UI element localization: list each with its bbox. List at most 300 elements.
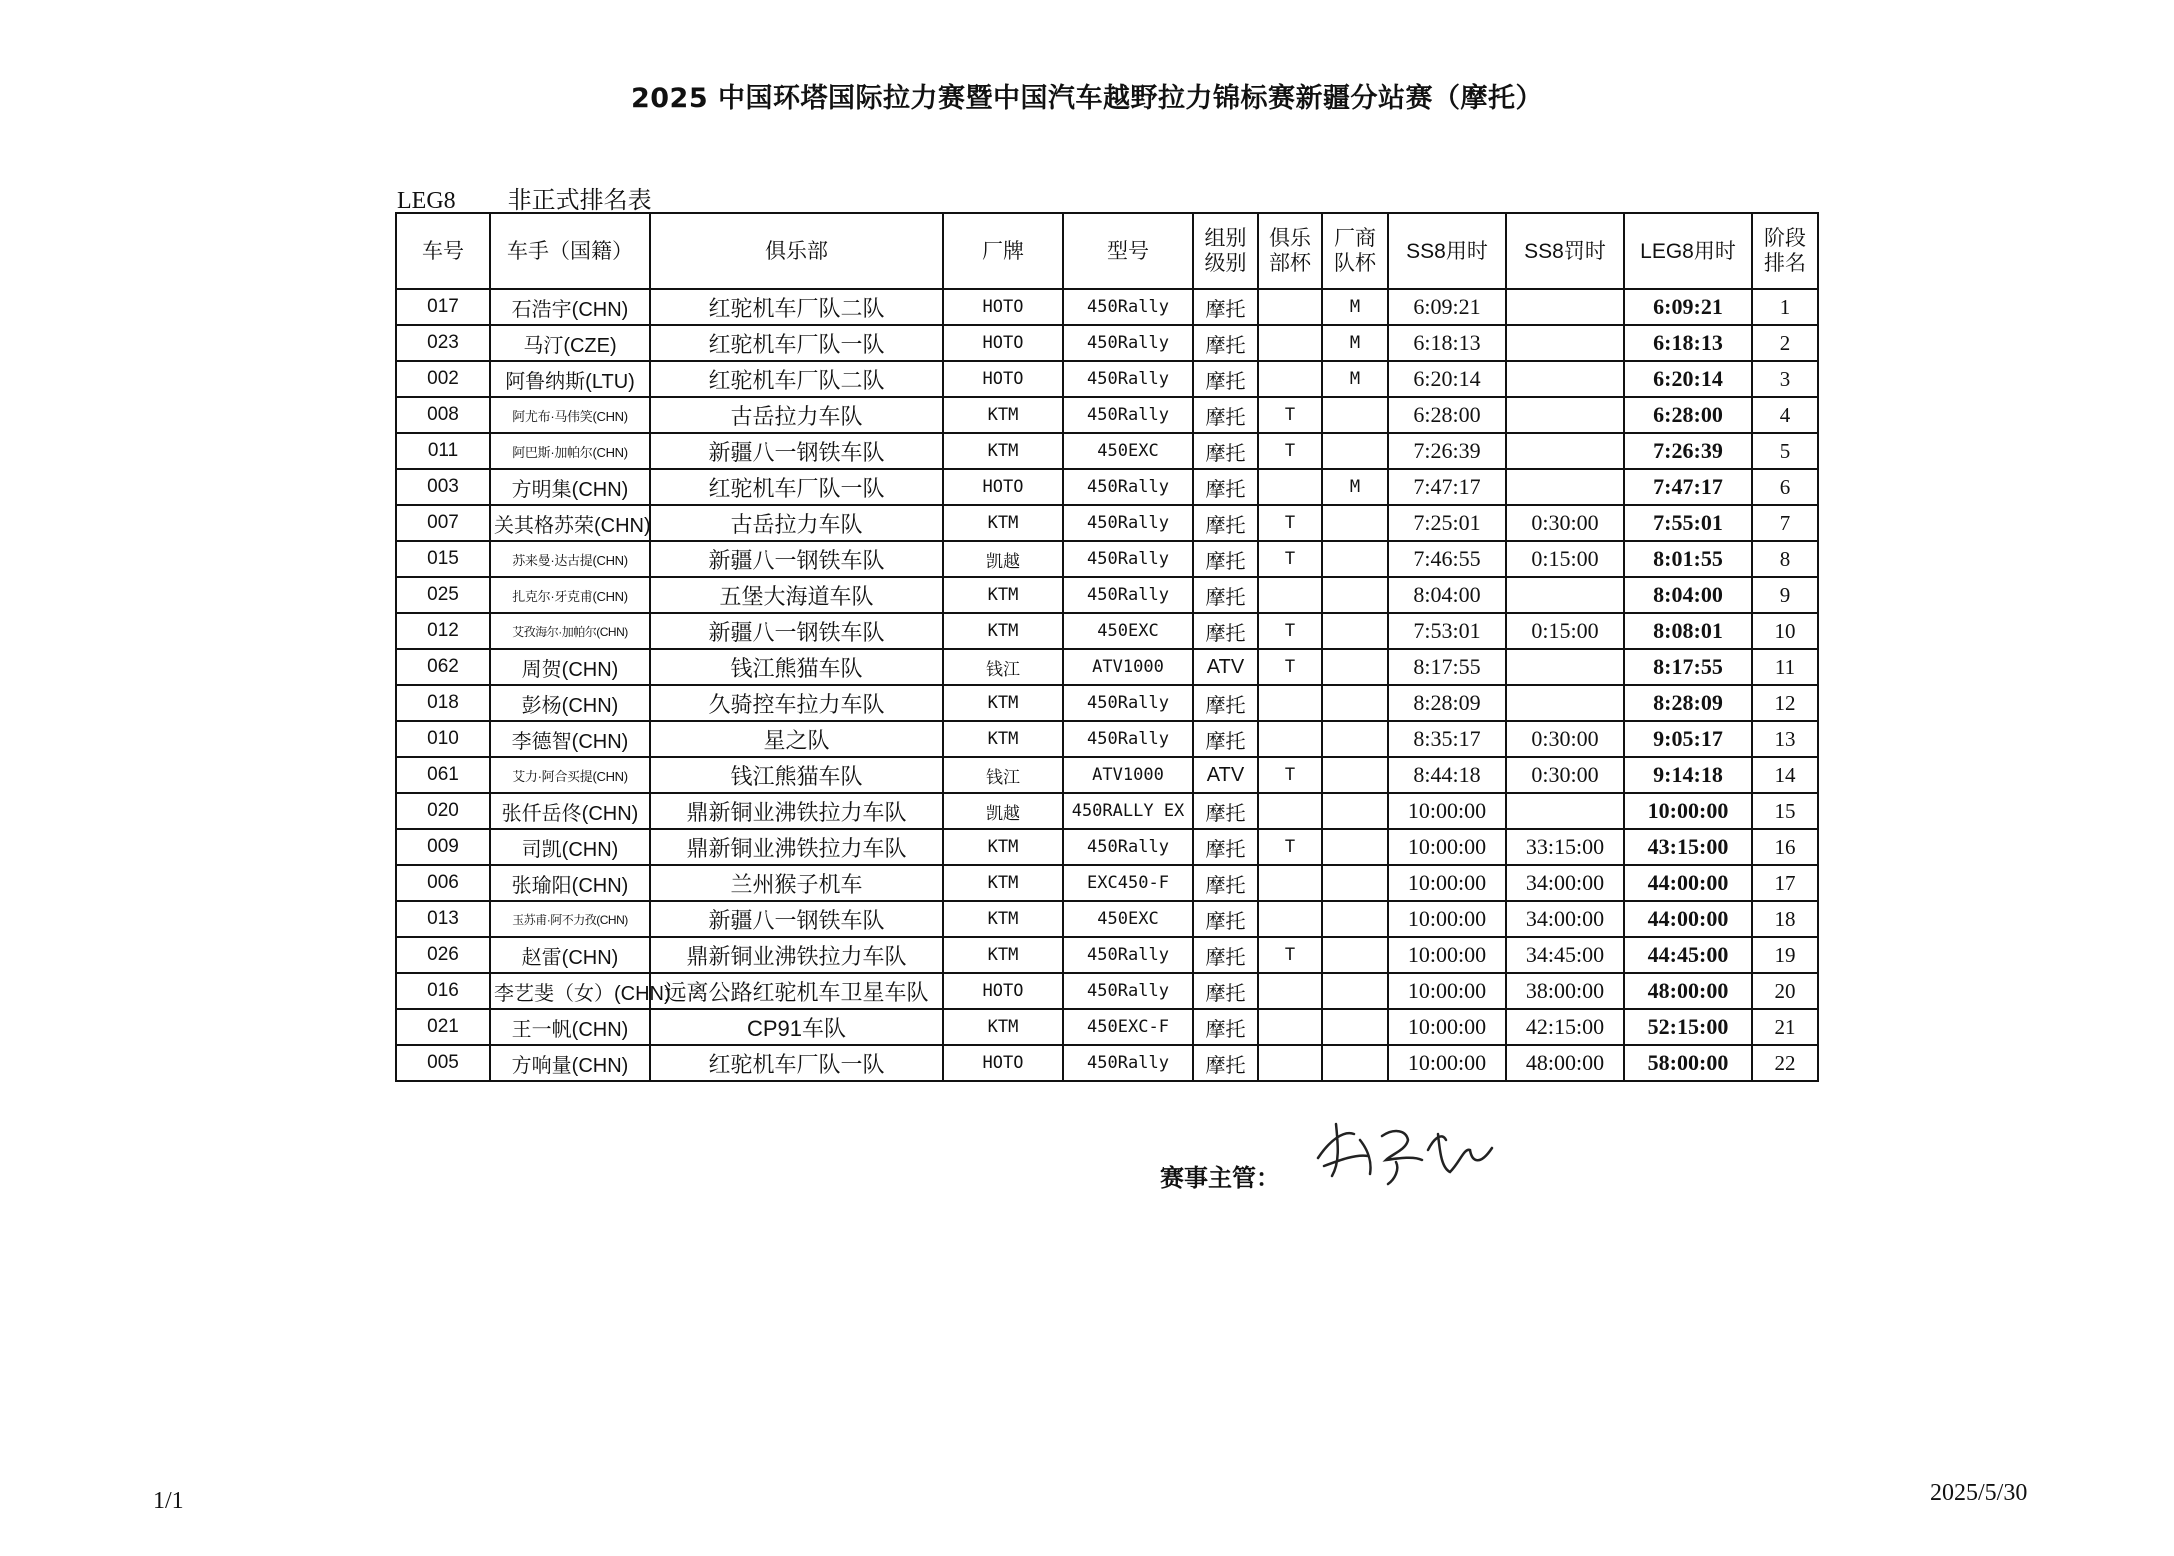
table-row bbox=[396, 793, 1818, 829]
cell-club-cup bbox=[1258, 361, 1322, 397]
cell-model: 450EXC bbox=[1063, 901, 1193, 937]
cell-club: 古岳拉力车队 bbox=[650, 397, 943, 433]
cell-group: 摩托 bbox=[1193, 793, 1258, 829]
cell-leg-time: 58:00:00 bbox=[1624, 1045, 1752, 1081]
cell-penalty bbox=[1506, 361, 1624, 397]
table-row bbox=[396, 613, 1818, 649]
table-row bbox=[396, 973, 1818, 1009]
cell-penalty: 33:15:00 bbox=[1506, 829, 1624, 865]
cell-brand: KTM bbox=[943, 505, 1063, 541]
cell-club-cup: T bbox=[1258, 397, 1322, 433]
table-row bbox=[396, 937, 1818, 973]
header-car-no: 车号 bbox=[396, 213, 490, 289]
signature-image bbox=[1310, 1110, 1500, 1190]
cell-club: 鼎新铜业沸铁拉力车队 bbox=[650, 937, 943, 973]
cell-group: 摩托 bbox=[1193, 361, 1258, 397]
cell-car-no: 009 bbox=[396, 829, 490, 865]
cell-club-cup bbox=[1258, 793, 1322, 829]
cell-car-no: 013 bbox=[396, 901, 490, 937]
table-row bbox=[396, 541, 1818, 577]
cell-maker-cup bbox=[1322, 613, 1388, 649]
cell-club: 鼎新铜业沸铁拉力车队 bbox=[650, 829, 943, 865]
cell-club: 兰州猴子机车 bbox=[650, 865, 943, 901]
cell-stage-rank: 7 bbox=[1752, 505, 1818, 541]
cell-maker-cup bbox=[1322, 649, 1388, 685]
cell-model: 450Rally bbox=[1063, 829, 1193, 865]
cell-club-cup bbox=[1258, 577, 1322, 613]
cell-club: 钱江熊猫车队 bbox=[650, 757, 943, 793]
cell-leg-time: 44:00:00 bbox=[1624, 865, 1752, 901]
cell-driver: 张瑜阳(CHN) bbox=[490, 865, 650, 901]
cell-model: 450Rally bbox=[1063, 577, 1193, 613]
cell-stage-rank: 16 bbox=[1752, 829, 1818, 865]
cell-driver: 艾力·阿合买提(CHN) bbox=[490, 757, 650, 793]
cell-penalty bbox=[1506, 469, 1624, 505]
cell-driver: 李艺斐（女）(CHN) bbox=[490, 973, 650, 1009]
cell-maker-cup bbox=[1322, 901, 1388, 937]
cell-ss-time: 10:00:00 bbox=[1388, 793, 1506, 829]
cell-brand: HOTO bbox=[943, 1045, 1063, 1081]
cell-penalty: 34:00:00 bbox=[1506, 901, 1624, 937]
cell-stage-rank: 3 bbox=[1752, 361, 1818, 397]
cell-brand: KTM bbox=[943, 721, 1063, 757]
header-maker-cup bbox=[1322, 213, 1388, 289]
cell-group: 摩托 bbox=[1193, 685, 1258, 721]
header-penalty: SS8罚时 bbox=[1506, 213, 1624, 289]
cell-driver: 艾孜海尔·加帕尔(CHN) bbox=[490, 613, 650, 649]
header-model: 型号 bbox=[1063, 213, 1193, 289]
cell-car-no: 062 bbox=[396, 649, 490, 685]
cell-stage-rank: 15 bbox=[1752, 793, 1818, 829]
table-row bbox=[396, 361, 1818, 397]
cell-model: 450Rally bbox=[1063, 541, 1193, 577]
table-row bbox=[396, 721, 1818, 757]
cell-maker-cup bbox=[1322, 685, 1388, 721]
cell-stage-rank: 20 bbox=[1752, 973, 1818, 1009]
header-club-cup bbox=[1258, 213, 1322, 289]
director-label: 赛事主管： bbox=[1160, 1164, 1280, 1192]
cell-model: 450Rally bbox=[1063, 505, 1193, 541]
cell-group: 摩托 bbox=[1193, 541, 1258, 577]
cell-maker-cup bbox=[1322, 793, 1388, 829]
cell-brand: KTM bbox=[943, 613, 1063, 649]
cell-maker-cup bbox=[1322, 541, 1388, 577]
leg-code: LEG8 bbox=[397, 188, 456, 214]
cell-penalty bbox=[1506, 289, 1624, 325]
cell-ss-time: 10:00:00 bbox=[1388, 829, 1506, 865]
cell-club: 古岳拉力车队 bbox=[650, 505, 943, 541]
cell-club: 新疆八一钢铁车队 bbox=[650, 901, 943, 937]
cell-driver: 苏来曼·达古提(CHN) bbox=[490, 541, 650, 577]
cell-club: 久骑控车拉力车队 bbox=[650, 685, 943, 721]
cell-stage-rank: 6 bbox=[1752, 469, 1818, 505]
cell-car-no: 010 bbox=[396, 721, 490, 757]
cell-driver: 阿巴斯·加帕尔(CHN) bbox=[490, 433, 650, 469]
cell-maker-cup bbox=[1322, 829, 1388, 865]
cell-driver: 张仟岳佟(CHN) bbox=[490, 793, 650, 829]
cell-penalty: 34:45:00 bbox=[1506, 937, 1624, 973]
cell-maker-cup bbox=[1322, 397, 1388, 433]
cell-leg-time: 8:08:01 bbox=[1624, 613, 1752, 649]
table-row bbox=[396, 685, 1818, 721]
cell-group: 摩托 bbox=[1193, 1045, 1258, 1081]
cell-ss-time: 7:25:01 bbox=[1388, 505, 1506, 541]
header-rank-line1: 阶段 bbox=[1764, 227, 1806, 250]
cell-club-cup: T bbox=[1258, 937, 1322, 973]
cell-model: EXC450-F bbox=[1063, 865, 1193, 901]
cell-group: 摩托 bbox=[1193, 469, 1258, 505]
cell-ss-time: 10:00:00 bbox=[1388, 865, 1506, 901]
cell-group: 摩托 bbox=[1193, 937, 1258, 973]
cell-car-no: 007 bbox=[396, 505, 490, 541]
cell-maker-cup bbox=[1322, 865, 1388, 901]
cell-club: 新疆八一钢铁车队 bbox=[650, 541, 943, 577]
cell-car-no: 025 bbox=[396, 577, 490, 613]
cell-model: 450Rally bbox=[1063, 397, 1193, 433]
cell-car-no: 008 bbox=[396, 397, 490, 433]
cell-club: 鼎新铜业沸铁拉力车队 bbox=[650, 793, 943, 829]
cell-leg-time: 8:01:55 bbox=[1624, 541, 1752, 577]
cell-club: 远离公路红驼机车卫星车队 bbox=[650, 973, 943, 1009]
cell-penalty bbox=[1506, 685, 1624, 721]
cell-ss-time: 8:04:00 bbox=[1388, 577, 1506, 613]
cell-car-no: 016 bbox=[396, 973, 490, 1009]
cell-driver: 阿尤布·马伟笑(CHN) bbox=[490, 397, 650, 433]
cell-driver: 阿鲁纳斯(LTU) bbox=[490, 361, 650, 397]
cell-maker-cup: M bbox=[1322, 289, 1388, 325]
cell-ss-time: 6:18:13 bbox=[1388, 325, 1506, 361]
cell-brand: HOTO bbox=[943, 973, 1063, 1009]
cell-leg-time: 10:00:00 bbox=[1624, 793, 1752, 829]
header-brand: 厂牌 bbox=[943, 213, 1063, 289]
cell-leg-time: 8:17:55 bbox=[1624, 649, 1752, 685]
cell-leg-time: 44:45:00 bbox=[1624, 937, 1752, 973]
cell-model: 450Rally bbox=[1063, 973, 1193, 1009]
cell-brand: KTM bbox=[943, 577, 1063, 613]
cell-club-cup bbox=[1258, 721, 1322, 757]
cell-group: 摩托 bbox=[1193, 289, 1258, 325]
cell-club-cup: T bbox=[1258, 613, 1322, 649]
cell-driver: 方响量(CHN) bbox=[490, 1045, 650, 1081]
cell-brand: HOTO bbox=[943, 469, 1063, 505]
cell-model: 450Rally bbox=[1063, 1045, 1193, 1081]
cell-driver: 彭杨(CHN) bbox=[490, 685, 650, 721]
cell-leg-time: 6:18:13 bbox=[1624, 325, 1752, 361]
cell-club: 五堡大海道车队 bbox=[650, 577, 943, 613]
document-date: 2025/5/30 bbox=[1930, 1480, 2028, 1506]
cell-leg-time: 8:28:09 bbox=[1624, 685, 1752, 721]
cell-ss-time: 8:35:17 bbox=[1388, 721, 1506, 757]
cell-club-cup: T bbox=[1258, 505, 1322, 541]
cell-ss-time: 10:00:00 bbox=[1388, 1009, 1506, 1045]
cell-club-cup bbox=[1258, 1009, 1322, 1045]
cell-leg-time: 7:47:17 bbox=[1624, 469, 1752, 505]
cell-car-no: 003 bbox=[396, 469, 490, 505]
cell-penalty: 38:00:00 bbox=[1506, 973, 1624, 1009]
cell-brand: KTM bbox=[943, 937, 1063, 973]
cell-group: 摩托 bbox=[1193, 721, 1258, 757]
cell-ss-time: 7:46:55 bbox=[1388, 541, 1506, 577]
header-group bbox=[1193, 213, 1258, 289]
cell-ss-time: 10:00:00 bbox=[1388, 937, 1506, 973]
cell-driver: 司凯(CHN) bbox=[490, 829, 650, 865]
cell-club-cup: T bbox=[1258, 541, 1322, 577]
cell-club: CP91车队 bbox=[650, 1009, 943, 1045]
cell-driver: 赵雷(CHN) bbox=[490, 937, 650, 973]
header-stage-rank bbox=[1752, 213, 1818, 289]
cell-leg-time: 8:04:00 bbox=[1624, 577, 1752, 613]
cell-brand: KTM bbox=[943, 865, 1063, 901]
cell-leg-time: 9:14:18 bbox=[1624, 757, 1752, 793]
ranking-table bbox=[395, 212, 1819, 1082]
table-caption: 非正式排名表 bbox=[507, 188, 652, 214]
header-leg-time: LEG8用时 bbox=[1624, 213, 1752, 289]
cell-penalty: 0:15:00 bbox=[1506, 541, 1624, 577]
cell-brand: 凯越 bbox=[943, 541, 1063, 577]
cell-leg-time: 6:09:21 bbox=[1624, 289, 1752, 325]
cell-car-no: 023 bbox=[396, 325, 490, 361]
header-club-cup-line2: 部杯 bbox=[1269, 252, 1311, 275]
cell-brand: HOTO bbox=[943, 289, 1063, 325]
cell-car-no: 011 bbox=[396, 433, 490, 469]
cell-car-no: 061 bbox=[396, 757, 490, 793]
cell-stage-rank: 4 bbox=[1752, 397, 1818, 433]
table-subtitle bbox=[397, 180, 652, 215]
cell-brand: HOTO bbox=[943, 325, 1063, 361]
cell-leg-time: 43:15:00 bbox=[1624, 829, 1752, 865]
cell-car-no: 021 bbox=[396, 1009, 490, 1045]
cell-penalty: 0:15:00 bbox=[1506, 613, 1624, 649]
cell-model: 450Rally bbox=[1063, 937, 1193, 973]
cell-maker-cup bbox=[1322, 721, 1388, 757]
cell-group: 摩托 bbox=[1193, 325, 1258, 361]
cell-club-cup bbox=[1258, 325, 1322, 361]
cell-group: ATV bbox=[1193, 757, 1258, 793]
cell-stage-rank: 9 bbox=[1752, 577, 1818, 613]
cell-stage-rank: 22 bbox=[1752, 1045, 1818, 1081]
cell-leg-time: 9:05:17 bbox=[1624, 721, 1752, 757]
cell-maker-cup bbox=[1322, 973, 1388, 1009]
cell-club-cup: T bbox=[1258, 829, 1322, 865]
table-row bbox=[396, 865, 1818, 901]
cell-club-cup bbox=[1258, 289, 1322, 325]
cell-model: 450Rally bbox=[1063, 361, 1193, 397]
cell-club-cup: T bbox=[1258, 757, 1322, 793]
cell-car-no: 015 bbox=[396, 541, 490, 577]
cell-maker-cup: M bbox=[1322, 325, 1388, 361]
cell-stage-rank: 17 bbox=[1752, 865, 1818, 901]
header-club: 俱乐部 bbox=[650, 213, 943, 289]
cell-club: 红驼机车厂队二队 bbox=[650, 361, 943, 397]
cell-group: 摩托 bbox=[1193, 865, 1258, 901]
cell-model: 450Rally bbox=[1063, 685, 1193, 721]
cell-model: 450EXC bbox=[1063, 613, 1193, 649]
header-maker-cup-line1: 厂商 bbox=[1334, 227, 1376, 250]
cell-ss-time: 8:17:55 bbox=[1388, 649, 1506, 685]
cell-penalty bbox=[1506, 325, 1624, 361]
page-number: 1/1 bbox=[153, 1488, 184, 1514]
table-row bbox=[396, 649, 1818, 685]
cell-stage-rank: 12 bbox=[1752, 685, 1818, 721]
cell-club: 钱江熊猫车队 bbox=[650, 649, 943, 685]
cell-ss-time: 10:00:00 bbox=[1388, 1045, 1506, 1081]
cell-penalty: 0:30:00 bbox=[1506, 721, 1624, 757]
cell-brand: KTM bbox=[943, 433, 1063, 469]
cell-leg-time: 6:28:00 bbox=[1624, 397, 1752, 433]
cell-model: 450RALLY EX bbox=[1063, 793, 1193, 829]
cell-group: 摩托 bbox=[1193, 577, 1258, 613]
cell-club: 红驼机车厂队一队 bbox=[650, 1045, 943, 1081]
cell-group: 摩托 bbox=[1193, 433, 1258, 469]
cell-club: 红驼机车厂队一队 bbox=[650, 325, 943, 361]
cell-brand: KTM bbox=[943, 901, 1063, 937]
cell-stage-rank: 14 bbox=[1752, 757, 1818, 793]
table-row bbox=[396, 289, 1818, 325]
cell-penalty bbox=[1506, 649, 1624, 685]
cell-driver: 石浩宇(CHN) bbox=[490, 289, 650, 325]
cell-model: ATV1000 bbox=[1063, 649, 1193, 685]
cell-driver: 周贺(CHN) bbox=[490, 649, 650, 685]
cell-club-cup bbox=[1258, 901, 1322, 937]
cell-stage-rank: 11 bbox=[1752, 649, 1818, 685]
cell-penalty bbox=[1506, 793, 1624, 829]
cell-ss-time: 10:00:00 bbox=[1388, 901, 1506, 937]
document-title: 2025 中国环塔国际拉力赛暨中国汽车越野拉力锦标赛新疆分站赛（摩托） bbox=[630, 83, 1544, 114]
table-row bbox=[396, 829, 1818, 865]
header-group-line1: 组别 bbox=[1204, 227, 1247, 250]
cell-driver: 马汀(CZE) bbox=[490, 325, 650, 361]
cell-leg-time: 48:00:00 bbox=[1624, 973, 1752, 1009]
cell-club: 星之队 bbox=[650, 721, 943, 757]
cell-club: 新疆八一钢铁车队 bbox=[650, 613, 943, 649]
cell-ss-time: 8:28:09 bbox=[1388, 685, 1506, 721]
cell-maker-cup: M bbox=[1322, 469, 1388, 505]
cell-leg-time: 6:20:14 bbox=[1624, 361, 1752, 397]
cell-leg-time: 52:15:00 bbox=[1624, 1009, 1752, 1045]
cell-car-no: 018 bbox=[396, 685, 490, 721]
header-driver: 车手（国籍） bbox=[490, 213, 650, 289]
cell-group: ATV bbox=[1193, 649, 1258, 685]
cell-driver: 玉苏甫·阿不力孜(CHN) bbox=[490, 901, 650, 937]
cell-brand: 钱江 bbox=[943, 649, 1063, 685]
cell-club: 红驼机车厂队一队 bbox=[650, 469, 943, 505]
cell-group: 摩托 bbox=[1193, 1009, 1258, 1045]
cell-brand: KTM bbox=[943, 685, 1063, 721]
cell-driver: 方明集(CHN) bbox=[490, 469, 650, 505]
cell-ss-time: 6:20:14 bbox=[1388, 361, 1506, 397]
table-row bbox=[396, 325, 1818, 361]
cell-club-cup bbox=[1258, 973, 1322, 1009]
header-rank-line2: 排名 bbox=[1764, 252, 1806, 275]
cell-model: 450Rally bbox=[1063, 325, 1193, 361]
cell-car-no: 006 bbox=[396, 865, 490, 901]
cell-group: 摩托 bbox=[1193, 613, 1258, 649]
cell-club-cup bbox=[1258, 685, 1322, 721]
cell-car-no: 017 bbox=[396, 289, 490, 325]
cell-penalty bbox=[1506, 577, 1624, 613]
cell-ss-time: 7:47:17 bbox=[1388, 469, 1506, 505]
header-ss-time: SS8用时 bbox=[1388, 213, 1506, 289]
cell-club-cup bbox=[1258, 865, 1322, 901]
cell-penalty: 0:30:00 bbox=[1506, 505, 1624, 541]
table-row bbox=[396, 1009, 1818, 1045]
table-row bbox=[396, 433, 1818, 469]
cell-club-cup bbox=[1258, 1045, 1322, 1081]
cell-leg-time: 7:55:01 bbox=[1624, 505, 1752, 541]
cell-leg-time: 44:00:00 bbox=[1624, 901, 1752, 937]
cell-stage-rank: 13 bbox=[1752, 721, 1818, 757]
cell-car-no: 002 bbox=[396, 361, 490, 397]
cell-stage-rank: 5 bbox=[1752, 433, 1818, 469]
cell-brand: KTM bbox=[943, 829, 1063, 865]
cell-ss-time: 8:44:18 bbox=[1388, 757, 1506, 793]
cell-stage-rank: 21 bbox=[1752, 1009, 1818, 1045]
cell-penalty: 34:00:00 bbox=[1506, 865, 1624, 901]
cell-maker-cup bbox=[1322, 577, 1388, 613]
header-maker-cup-line2: 队杯 bbox=[1334, 252, 1376, 275]
cell-ss-time: 7:26:39 bbox=[1388, 433, 1506, 469]
cell-driver: 扎克尔·牙克甫(CHN) bbox=[490, 577, 650, 613]
cell-maker-cup bbox=[1322, 505, 1388, 541]
cell-stage-rank: 8 bbox=[1752, 541, 1818, 577]
table-row bbox=[396, 577, 1818, 613]
cell-maker-cup: M bbox=[1322, 361, 1388, 397]
cell-maker-cup bbox=[1322, 757, 1388, 793]
cell-car-no: 020 bbox=[396, 793, 490, 829]
cell-car-no: 012 bbox=[396, 613, 490, 649]
cell-penalty: 42:15:00 bbox=[1506, 1009, 1624, 1045]
cell-club-cup bbox=[1258, 469, 1322, 505]
cell-driver: 关其格苏荣(CHN) bbox=[490, 505, 650, 541]
cell-brand: 钱江 bbox=[943, 757, 1063, 793]
table-row bbox=[396, 397, 1818, 433]
cell-leg-time: 7:26:39 bbox=[1624, 433, 1752, 469]
table-row bbox=[396, 469, 1818, 505]
cell-driver: 王一帆(CHN) bbox=[490, 1009, 650, 1045]
cell-maker-cup bbox=[1322, 1045, 1388, 1081]
cell-brand: HOTO bbox=[943, 361, 1063, 397]
cell-maker-cup bbox=[1322, 937, 1388, 973]
cell-stage-rank: 18 bbox=[1752, 901, 1818, 937]
cell-driver: 李德智(CHN) bbox=[490, 721, 650, 757]
table-row bbox=[396, 1045, 1818, 1081]
cell-model: 450Rally bbox=[1063, 469, 1193, 505]
cell-club: 新疆八一钢铁车队 bbox=[650, 433, 943, 469]
cell-model: 450Rally bbox=[1063, 289, 1193, 325]
cell-stage-rank: 1 bbox=[1752, 289, 1818, 325]
cell-club: 红驼机车厂队二队 bbox=[650, 289, 943, 325]
table-body bbox=[396, 289, 1818, 1081]
cell-group: 摩托 bbox=[1193, 973, 1258, 1009]
cell-group: 摩托 bbox=[1193, 901, 1258, 937]
header-club-cup-line1: 俱乐 bbox=[1269, 227, 1311, 250]
cell-penalty: 0:30:00 bbox=[1506, 757, 1624, 793]
cell-model: 450Rally bbox=[1063, 721, 1193, 757]
cell-ss-time: 10:00:00 bbox=[1388, 973, 1506, 1009]
cell-model: 450EXC bbox=[1063, 433, 1193, 469]
header-group-line2: 级别 bbox=[1204, 252, 1247, 275]
cell-ss-time: 7:53:01 bbox=[1388, 613, 1506, 649]
cell-ss-time: 6:09:21 bbox=[1388, 289, 1506, 325]
cell-brand: KTM bbox=[943, 397, 1063, 433]
table-row bbox=[396, 757, 1818, 793]
cell-car-no: 026 bbox=[396, 937, 490, 973]
table-row bbox=[396, 901, 1818, 937]
cell-club-cup: T bbox=[1258, 649, 1322, 685]
cell-maker-cup bbox=[1322, 1009, 1388, 1045]
cell-penalty bbox=[1506, 397, 1624, 433]
cell-club-cup: T bbox=[1258, 433, 1322, 469]
